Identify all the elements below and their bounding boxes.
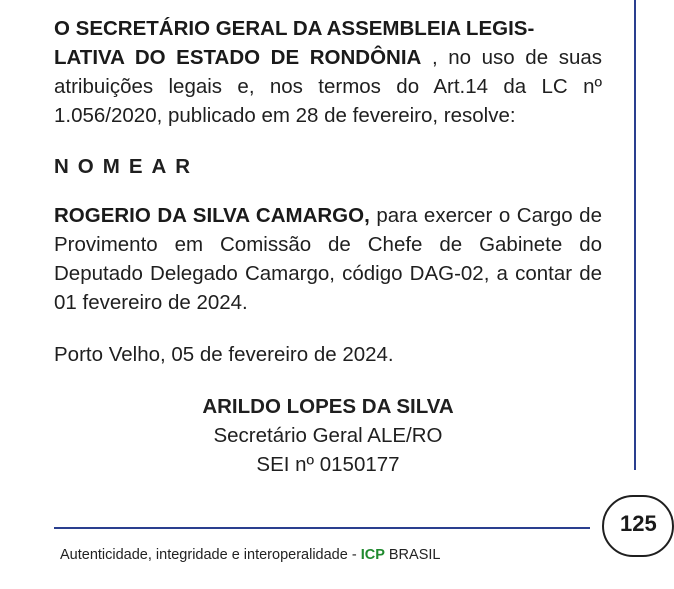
sei-number: SEI nº 0150177 [256, 453, 400, 476]
opening-text: , no uso de suas atribuições legais e, nos termos do Art.14 da LC nº 1.056/2020, publicado em 28 de fevereiro, resolve: [54, 46, 602, 127]
footer-authenticity [60, 545, 440, 565]
dateline: Porto Velho, 05 de fevereiro de 2024. [54, 343, 394, 366]
icp-label: ICP [360, 547, 385, 563]
signature-block [54, 392, 602, 479]
footer-text: Autenticidade, integridade e interoperalidade - [60, 547, 357, 563]
issuer-line-1: O SECRETÁRIO GERAL DA ASSEMBLEIA LEGIS- [54, 17, 535, 40]
action-heading: NOMEAR [54, 155, 200, 178]
page-number: 125 [620, 511, 657, 536]
signatory-name: ARILDO LOPES DA SILVA [202, 395, 454, 418]
appointment-paragraph [54, 201, 602, 317]
decree-body [54, 14, 602, 130]
brasil-label: BRASIL [388, 547, 441, 563]
signatory-title: Secretário Geral ALE/RO [213, 424, 443, 447]
opening-paragraph [54, 14, 602, 130]
footer-rule [54, 527, 590, 529]
column-divider [634, 0, 636, 470]
appointee-name: ROGERIO DA SILVA CAMARGO, [54, 204, 370, 227]
issuer-line-2: LATIVA DO ESTADO DE RONDÔNIA [54, 46, 422, 69]
page-number-badge [602, 495, 674, 557]
appointment-text: para exercer o Cargo de Provimento em Comissão de Chefe de Gabinete do Deputado Delegado Camargo, código DAG-02, a contar de 01 fevereiro de 2024. [54, 204, 602, 314]
